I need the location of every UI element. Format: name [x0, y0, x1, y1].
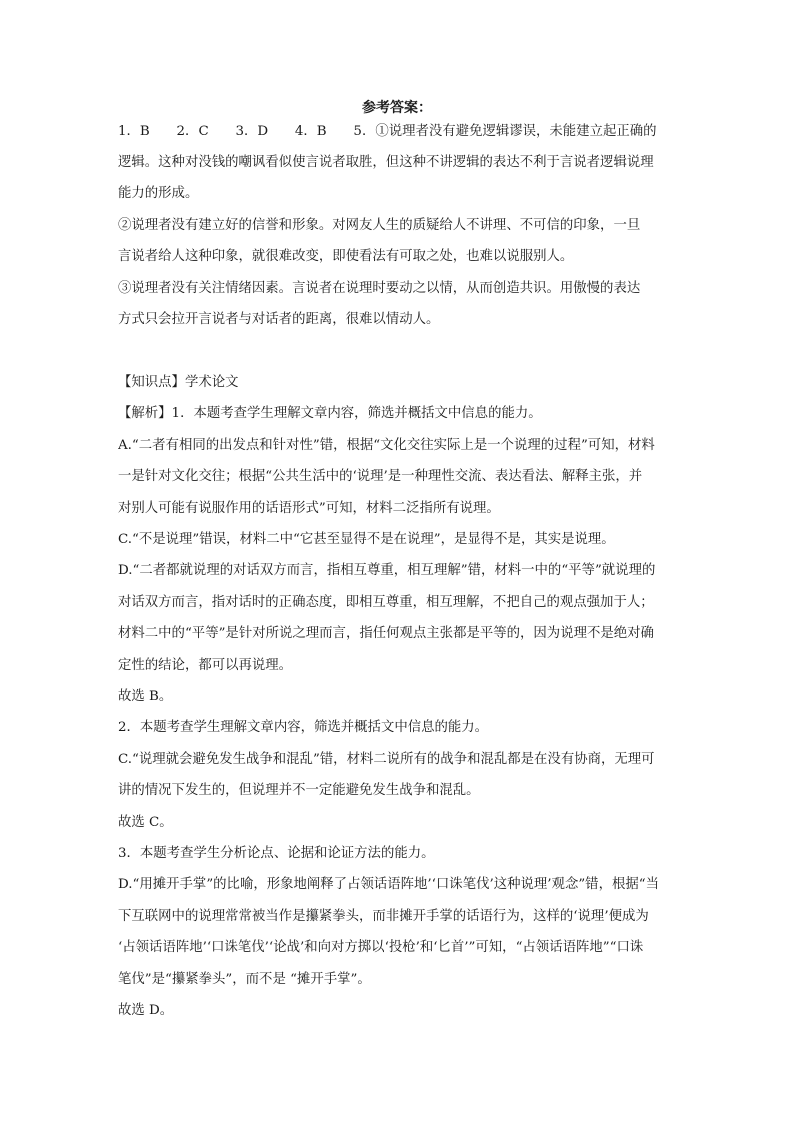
analysis-line: C.“说理就会避免发生战争和混乱”错，材料二说所有的战争和混乱都是在没有协商，无理可 — [118, 752, 655, 767]
analysis-line: ‘占领话语阵地’‘口诛笔伐’‘论战’和向对方掷以‘投枪’和‘匕首’”可知，“占领话语阵地”“口诛 — [118, 940, 644, 955]
answer-5-para2-line2: 言说者给人这种印象，就很难改变，即使看法有可取之处，也难以说服别人。 — [118, 249, 574, 264]
analysis-line: 定性的结论，都可以再说理。 — [118, 658, 293, 673]
analysis-line: 一是针对文化交往；根据“公共生活中的‘说理’是一种理性交流、表达看法、解释主张，并 — [118, 469, 643, 484]
analysis-line: 讲的情况下发生的，但说理并不一定能避免发生战争和混乱。 — [118, 783, 480, 798]
analysis-line: 对别人可能有说服作用的话语形式”可知，材料二泛指所有说理。 — [118, 501, 500, 516]
analysis-line: 故选 B。 — [118, 689, 173, 704]
answer-5-para2-line1: ②说理者没有建立好的信誉和形象。对网友人生的质疑给人不讲理、不可信的印象，一旦 — [118, 218, 641, 233]
analysis-line: 下互联网中的说理常常被当作是攥紧拳头，而非摊开手掌的话语行为，这样的‘说理’便成为 — [118, 909, 649, 924]
answers-line: 1．B 2．C 3．D 4．B 5．①说理者没有避免逻辑谬误，未能建立起正确的 — [118, 124, 657, 139]
knowledge-point: 【知识点】学术论文 — [118, 375, 239, 390]
analysis-line: 对话双方而言，指对话时的正确态度，即相互尊重，相互理解，不把自己的观点强加于人； — [118, 595, 654, 610]
analysis-line: 故选 C。 — [118, 815, 173, 830]
page-title: 参考答案： — [362, 100, 432, 116]
analysis-line: C.“不是说理”错误，材料二中“它甚至显得不是在说理”，是显得不是，其实是说理。 — [118, 532, 615, 547]
analysis-line: D.“用摊开手掌”的比喻，形象地阐释了占领话语阵地’‘口诛笔伐’这种说理’观念”错，根据“当 — [118, 877, 659, 892]
analysis-line: 故选 D。 — [118, 1003, 174, 1018]
answer-5-para3-line2: 方式只会拉开言说者与对话者的距离，很难以情动人。 — [118, 312, 440, 327]
analysis-line: 【解析】1．本题考查学生理解文章内容，筛选并概括文中信息的能力。 — [118, 406, 542, 421]
answer-5-para1-line2: 逻辑。这种对没钱的嘲讽看似使言说者取胜，但这种不讲逻辑的表达不利于言说者逻辑说理 — [118, 155, 654, 170]
analysis-line: A.“二者有相同的出发点和针对性”错，根据“文化交往实际上是一个说理的过程”可知，材料 — [118, 438, 655, 453]
analysis-line: D.“二者都就说理的对话双方而言，指相互尊重，相互理解”错，材料一中的“平等”就说理的 — [118, 563, 656, 578]
analysis-line: 2．本题考查学生理解文章内容，筛选并概括文中信息的能力。 — [118, 720, 489, 735]
analysis-line: 材料二中的“平等”是针对所说之理而言，指任何观点主张都是平等的，因为说理不是绝对确 — [118, 626, 654, 641]
analysis-line: 3．本题考查学生分析论点、论据和论证方法的能力。 — [118, 846, 435, 861]
answer-5-para1-line3: 能力的形成。 — [118, 186, 199, 201]
analysis-line: 笔伐”是“攥紧拳头”，而不是 “摊开手掌”。 — [118, 972, 371, 987]
answer-5-para3-line1: ③说理者没有关注情绪因素。言说者在说理时要动之以情，从而创造共识。用傲慢的表达 — [118, 281, 641, 296]
